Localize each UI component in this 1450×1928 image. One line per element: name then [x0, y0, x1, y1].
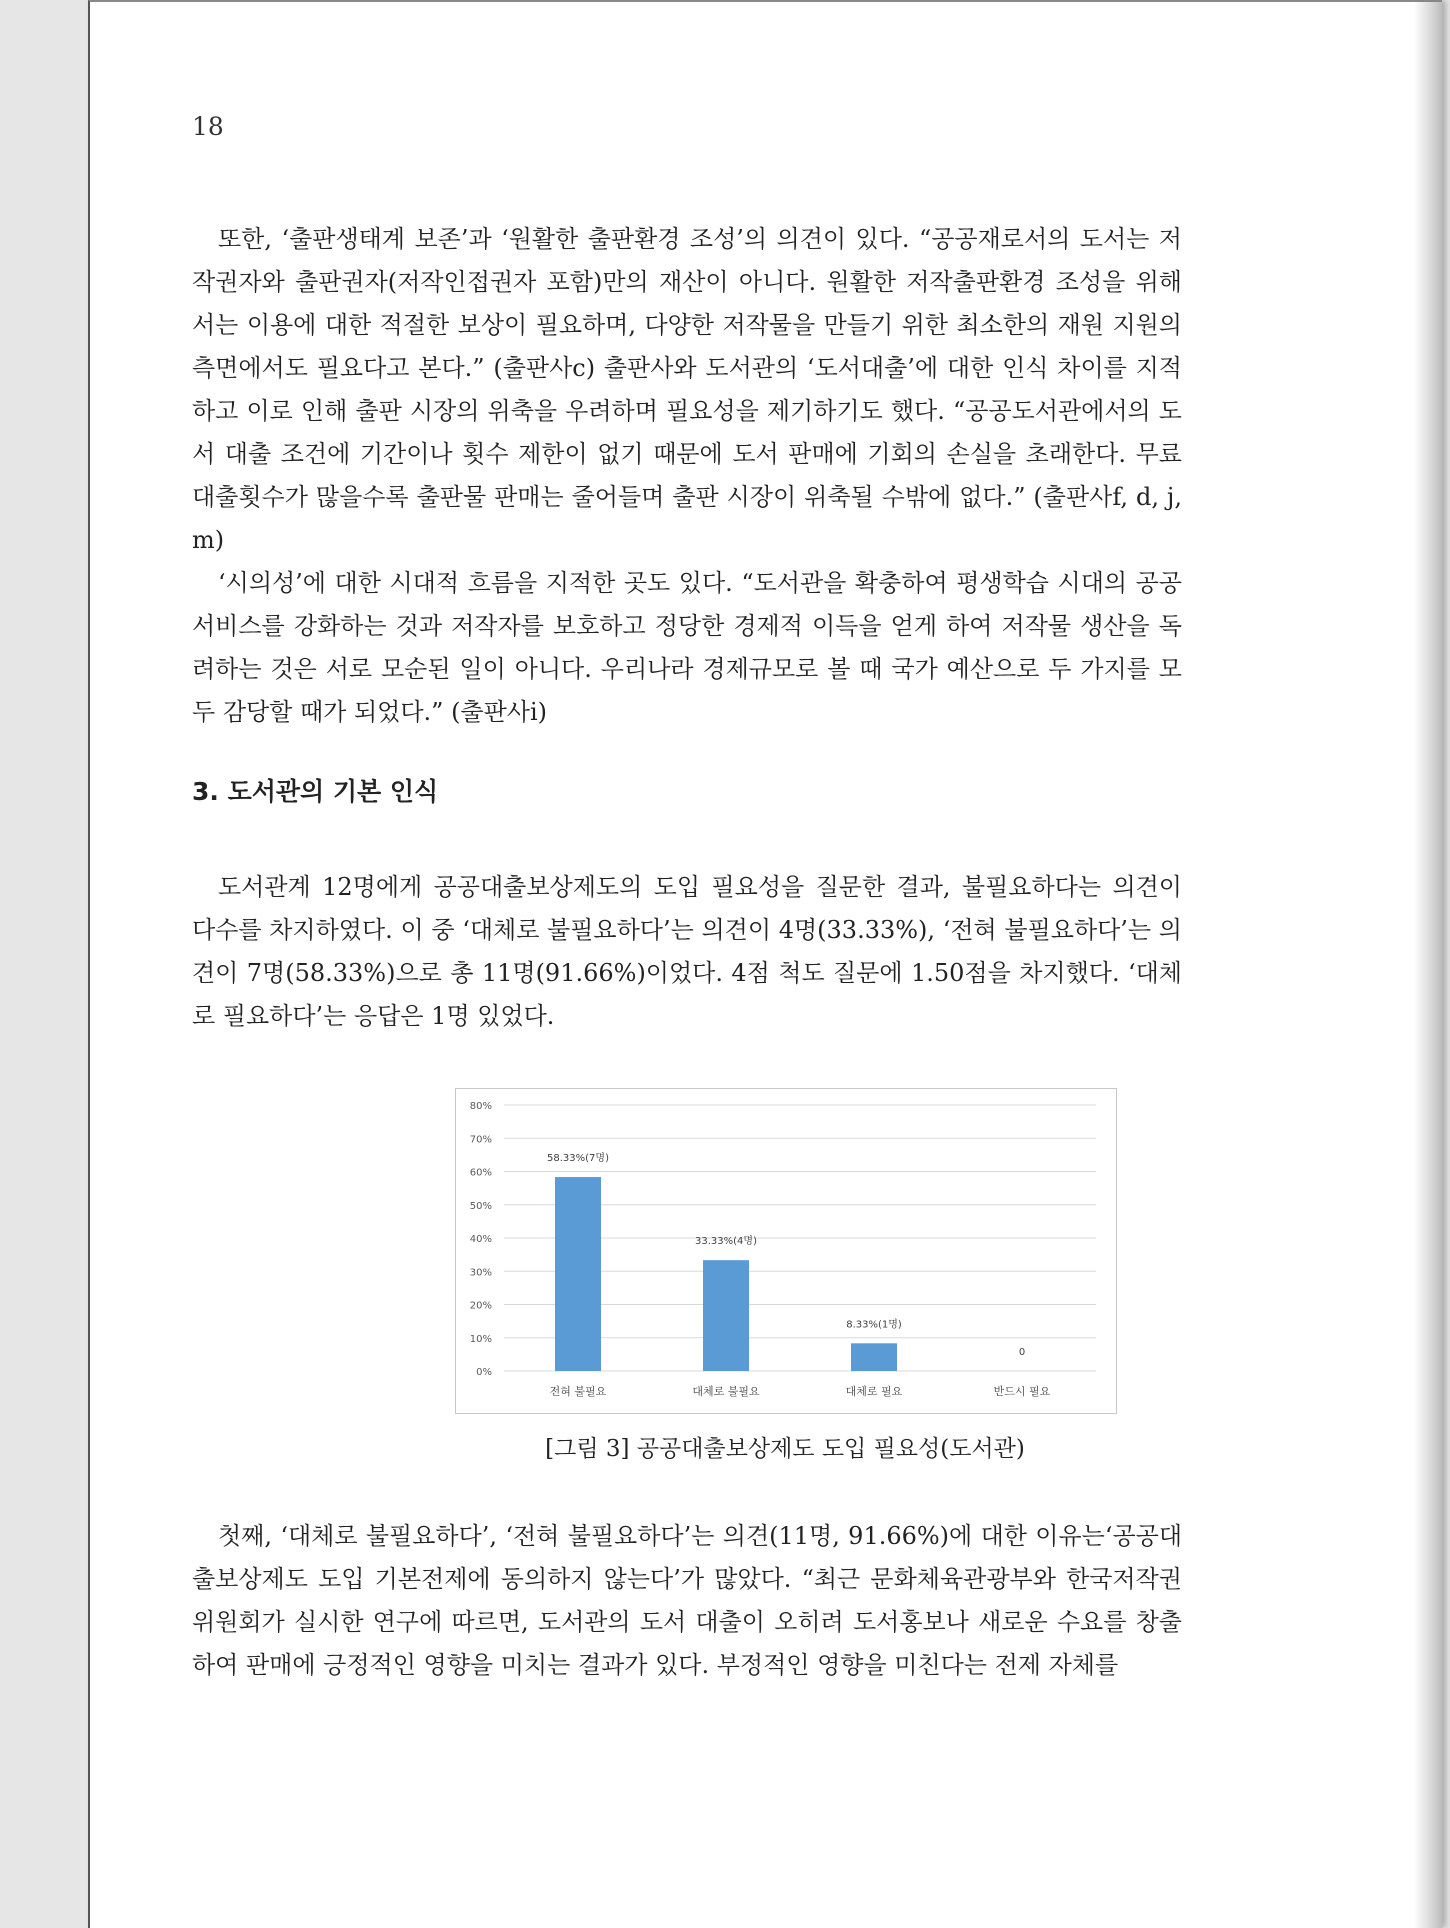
body-text-bottom: [192, 1515, 1182, 1687]
bar: [851, 1343, 897, 1371]
bar-data-label: 0: [1018, 1347, 1026, 1358]
page-number: 18: [192, 112, 224, 141]
y-tick-label: 20%: [469, 1300, 492, 1312]
paragraph-2: ‘시의성’에 대한 시대적 흐름을 지적한 곳도 있다. “도서관을 확충하여 평생학습 시대의 공공 서비스를 강화하는 것과 저작자를 보호하고 정당한 경제적 이득을 얻게 하여 저작물 생산을 독려하는 것은 서로 모순된 일이 아니다. 우리나라 경제규모로 볼 때 국가 예산으로 두 가지를 모두 감당할 때가 되었다.” (출판사i): [192, 569, 1182, 726]
paragraph-1: 또한, ‘출판생태계 보존’과 ‘원활한 출판환경 조성’의 의견이 있다. “공공재로서의 도서는 저작권자와 출판권자(저작인접권자 포함)만의 재산이 아니다. 원활한 저작출판환경 조성을 위해서는 이용에 대한 적절한 보상이 필요하며, 다양한 저작물을 만들기 위한 최소한의 재원 지원의 측면에서도 필요다고 본다.” (출판사c) 출판사와 도서관의 ‘도서대출’에 대한 인식 차이를 지적하고 이로 인해 출판 시장의 위축을 우려하며 필요성을 제기하기도 했다. “공공도서관에서의 도서 대출 조건에 기간이나 횟수 제한이 없기 때문에 도서 판매에 기회의 손실을 초래한다. 무료 대출횟수가 많을수록 출판물 판매는 줄어들며 출판 시장이 위축될 수밖에 없다.” (출판사f, d, j, m): [192, 225, 1182, 554]
paragraph-4: 첫째, ‘대체로 불필요하다’, ‘전혀 불필요하다’는 의견(11명, 91.66%)에 대한 이유는‘공공대출보상제도 도입 기본전제에 동의하지 않는다’가 많았다. “최근 문화체육관광부와 한국저작권위원회가 실시한 연구에 따르면, 도서관의 도서 대출이 오히려 도서홍보나 새로운 수요를 창출하여 판매에 긍정적인 영향을 미치는 결과가 있다. 부정적인 영향을 미친다는 전제 자체를: [192, 1522, 1182, 1679]
y-tick-label: 10%: [469, 1333, 492, 1345]
bar: [555, 1177, 601, 1371]
bar-data-label: 33.33%(4명): [695, 1236, 757, 1248]
bar-chart: [455, 1088, 1117, 1414]
figure-caption: [그림 3] 공공대출보상제도 도입 필요성(도서관): [545, 1436, 1025, 1462]
paragraph-3: 도서관계 12명에게 공공대출보상제도의 도입 필요성을 질문한 결과, 불필요하다는 의견이 다수를 차지하였다. 이 중 ‘대체로 불필요하다’는 의견이 4명(33.33%), ‘전혀 불필요하다’는 의견이 7명(58.33%)으로 총 11명(91.66%)이었다. 4점 척도 질문에 1.50점을 차지했다. ‘대체로 필요하다’는 응답은 1명 있었다.: [192, 873, 1182, 1030]
page-edge-shadow: [1414, 2, 1442, 1928]
y-tick-label: 40%: [469, 1234, 492, 1245]
x-category-label: 대체로 불필요: [692, 1385, 760, 1398]
body-text-top: [192, 218, 1182, 734]
x-category-label: 반드시 필요: [993, 1385, 1051, 1398]
bar: [703, 1260, 749, 1371]
y-tick-label: 0%: [476, 1367, 492, 1378]
y-tick-label: 80%: [469, 1101, 492, 1112]
y-tick-label: 60%: [469, 1167, 492, 1179]
section-heading: 3. 도서관의 기본 인식: [192, 777, 439, 806]
x-category-label: 대체로 필요: [845, 1385, 903, 1398]
y-tick-label: 70%: [469, 1134, 492, 1146]
bar-data-label: 8.33%(1명): [846, 1319, 902, 1331]
y-tick-label: 50%: [469, 1200, 492, 1212]
bar-chart-svg: [456, 1089, 1116, 1413]
x-category-label: 전혀 불필요: [549, 1385, 607, 1398]
y-tick-label: 30%: [469, 1267, 492, 1279]
bar-data-label: 58.33%(7명): [547, 1153, 609, 1165]
body-text-section: [192, 866, 1182, 1038]
